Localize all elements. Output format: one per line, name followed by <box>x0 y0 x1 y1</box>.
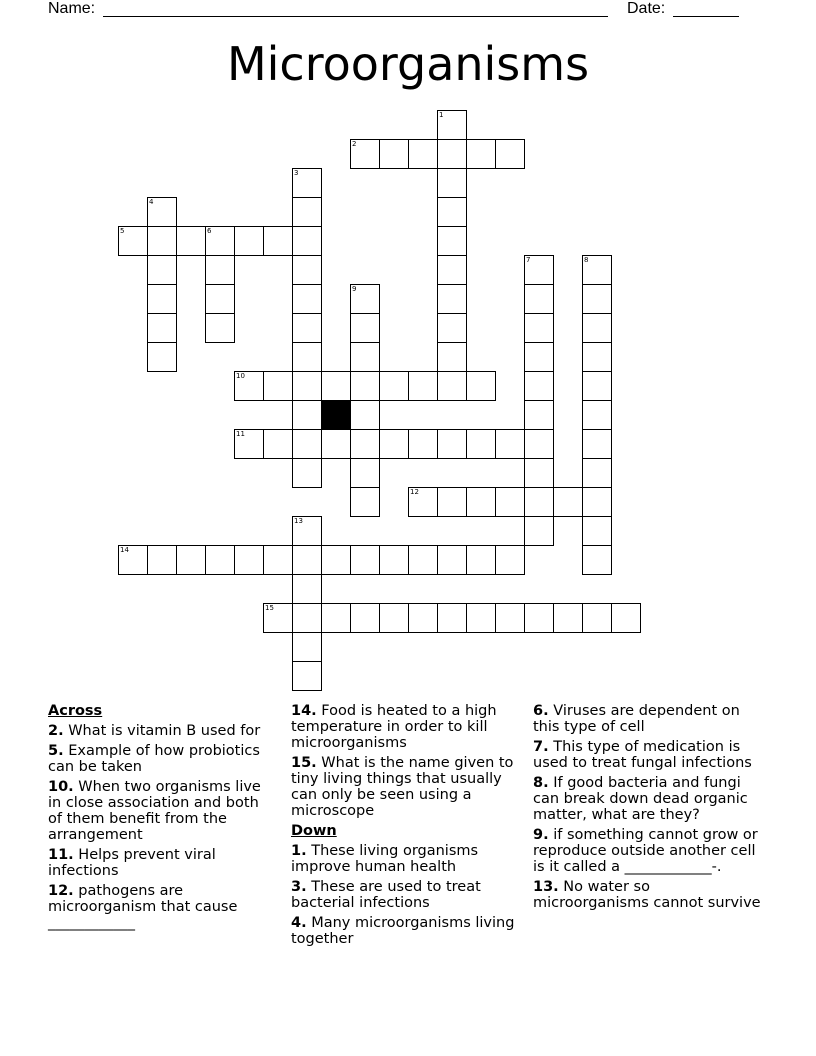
grid-cell[interactable] <box>524 487 554 517</box>
clue-number-10: 10 <box>236 372 245 380</box>
grid-cell[interactable] <box>292 313 322 343</box>
clue-number-12: 12 <box>410 488 419 496</box>
grid-cell[interactable] <box>234 226 264 256</box>
grid-cell[interactable] <box>147 545 177 575</box>
clue-across-10: 10. When two organisms live in close association and both of them benefit from the arrangement <box>48 779 261 843</box>
clue-across-2: 2. What is vitamin B used for <box>48 723 261 739</box>
grid-cell[interactable] <box>292 603 322 633</box>
grid-cell[interactable] <box>321 371 351 401</box>
grid-cell[interactable] <box>292 284 322 314</box>
clue-across-11: 11. Helps prevent viral infections <box>48 847 216 879</box>
clues-column-1 <box>48 703 270 935</box>
grid-cell[interactable] <box>495 545 525 575</box>
grid-cell[interactable] <box>147 313 177 343</box>
grid-cell[interactable] <box>263 545 293 575</box>
grid-cell[interactable] <box>437 284 467 314</box>
grid-cell[interactable] <box>292 226 322 256</box>
grid-cell[interactable] <box>582 429 612 459</box>
grid-cell[interactable] <box>408 545 438 575</box>
black-cell <box>321 400 351 430</box>
grid-cell[interactable] <box>466 487 496 517</box>
grid-cell[interactable] <box>350 603 380 633</box>
grid-cell[interactable] <box>118 545 148 575</box>
grid-cell[interactable] <box>582 284 612 314</box>
clue-number-9: 9 <box>352 285 357 293</box>
grid-cell[interactable] <box>379 603 409 633</box>
clue-number-14: 14 <box>120 546 129 554</box>
grid-cell[interactable] <box>495 487 525 517</box>
grid-cell[interactable] <box>176 545 206 575</box>
grid-cell[interactable] <box>205 226 235 256</box>
name-label: Name: <box>48 0 96 17</box>
grid-cell[interactable] <box>205 255 235 285</box>
clue-across-15: 15. What is the name given to tiny living things that usually can only be seen using a microscope <box>291 755 514 819</box>
grid-cell[interactable] <box>582 255 612 285</box>
grid-cell[interactable] <box>118 226 148 256</box>
grid-cell[interactable] <box>437 226 467 256</box>
grid-cell[interactable] <box>524 458 554 488</box>
grid-cell[interactable] <box>379 545 409 575</box>
grid-cell[interactable] <box>466 371 496 401</box>
grid-cell[interactable] <box>292 429 322 459</box>
clue-number-2: 2 <box>352 140 357 148</box>
grid-cell[interactable] <box>350 429 380 459</box>
grid-cell[interactable] <box>582 458 612 488</box>
clue-number-11: 11 <box>236 430 245 438</box>
grid-cell[interactable] <box>263 226 293 256</box>
grid-cell[interactable] <box>292 545 322 575</box>
grid-cell[interactable] <box>408 139 438 169</box>
page-title: Microorganisms <box>226 37 590 91</box>
grid-cell[interactable] <box>321 603 351 633</box>
grid-cell[interactable] <box>582 313 612 343</box>
grid-cell[interactable] <box>379 139 409 169</box>
down-heading: Down <box>291 823 337 839</box>
date-label: Date: <box>627 0 666 17</box>
grid-cell[interactable] <box>466 545 496 575</box>
grid-cell[interactable] <box>176 226 206 256</box>
grid-cell[interactable] <box>292 371 322 401</box>
grid-cell[interactable] <box>350 458 380 488</box>
grid-cell[interactable] <box>495 603 525 633</box>
grid-cell[interactable] <box>147 255 177 285</box>
clue-number-5: 5 <box>120 227 125 235</box>
grid-cell[interactable] <box>524 342 554 372</box>
grid-cell[interactable] <box>466 139 496 169</box>
grid-cell[interactable] <box>437 487 467 517</box>
grid-cell[interactable] <box>379 429 409 459</box>
clue-number-4: 4 <box>149 198 154 206</box>
grid-cell[interactable] <box>437 168 467 198</box>
grid-cell[interactable] <box>524 255 554 285</box>
grid-cell[interactable] <box>437 603 467 633</box>
grid-cell[interactable] <box>582 400 612 430</box>
grid-cell[interactable] <box>495 429 525 459</box>
grid-cell[interactable] <box>147 342 177 372</box>
grid-cell[interactable] <box>582 516 612 546</box>
grid-cell[interactable] <box>466 603 496 633</box>
clue-down-1: 1. These living organisms improve human health <box>291 843 479 875</box>
grid-cell[interactable] <box>524 516 554 546</box>
clue-number-6: 6 <box>207 227 212 235</box>
clue-down-13: 13. No water so microorganisms cannot survive <box>533 879 761 911</box>
grid-cell[interactable] <box>437 342 467 372</box>
clue-number-3: 3 <box>294 169 299 177</box>
grid-cell[interactable] <box>147 226 177 256</box>
grid-cell[interactable] <box>205 313 235 343</box>
grid-cell[interactable] <box>524 284 554 314</box>
clue-across-5: 5. Example of how probiotics can be taken <box>48 743 260 775</box>
grid-cell[interactable] <box>263 371 293 401</box>
grid-cell[interactable] <box>292 574 322 604</box>
grid-cell[interactable] <box>437 429 467 459</box>
grid-cell[interactable] <box>408 603 438 633</box>
clue-across-14: 14. Food is heated to a high temperature in order to kill microorganisms <box>291 703 497 751</box>
grid-cell[interactable] <box>292 197 322 227</box>
clue-across-12: 12. pathogens are microorganism that cause ____________ <box>48 883 238 931</box>
grid-cell[interactable] <box>437 110 467 140</box>
grid-cell[interactable] <box>582 371 612 401</box>
grid-cell[interactable] <box>321 545 351 575</box>
grid-cell[interactable] <box>234 545 264 575</box>
clue-number-1: 1 <box>439 111 444 119</box>
clue-number-7: 7 <box>526 256 531 264</box>
grid-cell[interactable] <box>147 197 177 227</box>
grid-cell[interactable] <box>234 371 264 401</box>
clue-down-3: 3. These are used to treat bacterial infections <box>291 879 481 911</box>
grid-cell[interactable] <box>350 487 380 517</box>
grid-cell[interactable] <box>553 603 583 633</box>
grid-cell[interactable] <box>350 313 380 343</box>
grid-cell[interactable] <box>350 545 380 575</box>
grid-cell[interactable] <box>495 139 525 169</box>
grid-cell[interactable] <box>147 284 177 314</box>
across-heading: Across <box>48 703 103 719</box>
grid-cell[interactable] <box>350 342 380 372</box>
grid-cell[interactable] <box>524 313 554 343</box>
grid-cell[interactable] <box>292 516 322 546</box>
grid-cell[interactable] <box>234 429 264 459</box>
clues-column-3 <box>533 703 768 915</box>
grid-cell[interactable] <box>205 545 235 575</box>
grid-cell[interactable] <box>582 342 612 372</box>
grid-cell[interactable] <box>466 429 496 459</box>
grid-cell[interactable] <box>437 197 467 227</box>
grid-cell[interactable] <box>292 400 322 430</box>
grid-cell[interactable] <box>408 487 438 517</box>
grid-cell[interactable] <box>379 371 409 401</box>
grid-cell[interactable] <box>263 429 293 459</box>
grid-cell[interactable] <box>408 371 438 401</box>
clue-number-13: 13 <box>294 517 303 525</box>
grid-cell[interactable] <box>524 371 554 401</box>
clue-down-4: 4. Many microorganisms living together <box>291 915 515 947</box>
grid-cell[interactable] <box>553 487 583 517</box>
grid-cell[interactable] <box>292 632 322 662</box>
grid-cell[interactable] <box>437 545 467 575</box>
grid-cell[interactable] <box>292 168 322 198</box>
grid-cell[interactable] <box>350 139 380 169</box>
grid-cell[interactable] <box>582 603 612 633</box>
grid-cell[interactable] <box>524 400 554 430</box>
clue-down-7: 7. This type of medication is used to treat fungal infections <box>533 739 752 771</box>
grid-cell[interactable] <box>321 429 351 459</box>
grid-cell[interactable] <box>263 603 293 633</box>
grid-cell[interactable] <box>205 284 235 314</box>
grid-cell[interactable] <box>350 284 380 314</box>
clues-column-2 <box>291 703 523 951</box>
grid-cell[interactable] <box>292 342 322 372</box>
grid-cell[interactable] <box>524 429 554 459</box>
grid-cell[interactable] <box>350 400 380 430</box>
grid-cell[interactable] <box>611 603 641 633</box>
clue-down-8: 8. If good bacteria and fungi can break down dead organic matter, what are they? <box>533 775 748 823</box>
grid-cell[interactable] <box>408 429 438 459</box>
clue-number-8: 8 <box>584 256 589 264</box>
clue-number-15: 15 <box>265 604 274 612</box>
grid-cell[interactable] <box>582 487 612 517</box>
clue-down-6: 6. Viruses are dependent on this type of cell <box>533 703 740 735</box>
grid-cell[interactable] <box>350 371 380 401</box>
grid-cell[interactable] <box>437 255 467 285</box>
grid-cell[interactable] <box>292 661 322 691</box>
grid-cell[interactable] <box>292 255 322 285</box>
grid-cell[interactable] <box>292 458 322 488</box>
grid-cell[interactable] <box>582 545 612 575</box>
grid-cell[interactable] <box>437 313 467 343</box>
grid-cell[interactable] <box>437 139 467 169</box>
grid-cell[interactable] <box>524 603 554 633</box>
grid-cell[interactable] <box>437 371 467 401</box>
clue-down-9: 9. if something cannot grow or reproduce outside another cell is it called a ____________-. <box>533 827 758 875</box>
